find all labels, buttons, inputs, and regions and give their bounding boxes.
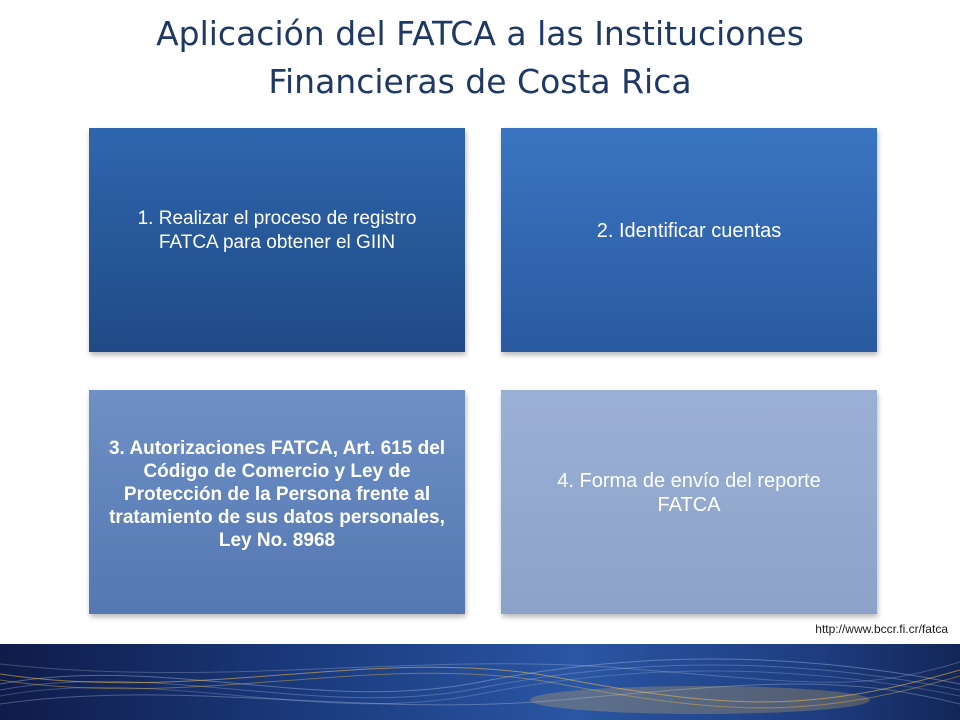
tile-registro-fatca: [89, 128, 465, 352]
tile-2-text: 2. Identificar cuentas: [596, 220, 782, 242]
tile-3-text: 3. Autorizaciones FATCA, Art. 615 del Código de Comercio y Ley de Protección de la Persona frente al tratamiento de sus datos personales, Ley No. 8968: [108, 437, 446, 551]
tile-forma-envio: [501, 390, 877, 614]
slide-title-line-2: Financieras de Costa Rica: [268, 62, 692, 101]
tile-identificar-cuentas: [501, 128, 877, 352]
source-url-link[interactable]: http://www.bccr.fi.cr/fatca: [815, 622, 948, 636]
slide-title-line-1: Aplicación del FATCA a las Instituciones: [156, 14, 804, 53]
footer-banner: [0, 644, 960, 720]
footer-wave-pattern: [0, 644, 960, 720]
slide-title: [40, 10, 920, 106]
tile-4-text: 4. Forma de envío del reporte FATCA: [557, 470, 821, 516]
tile-autorizaciones-fatca: [89, 390, 465, 614]
tile-1-text: 1. Realizar el proceso de registro FATCA para obtener el GIIN: [137, 208, 417, 253]
